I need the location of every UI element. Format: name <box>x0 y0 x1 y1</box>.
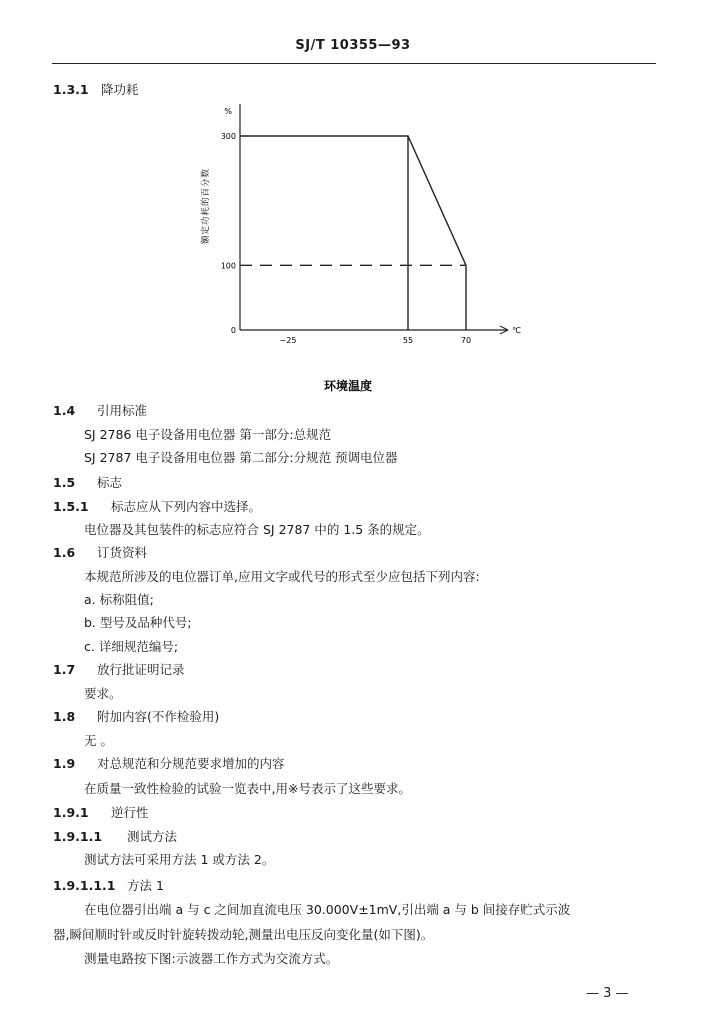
line-text: SJ 2786 电子设备用电位器 第一部分:总规范 <box>84 427 332 442</box>
section-number: 1.9 <box>53 756 76 771</box>
text-line <box>53 829 177 845</box>
text-line <box>84 781 411 797</box>
line-text: 在电位器引出端 a 与 c 之间加直流电压 30.000V±1mV,引出端 a 与 b 间接存贮式示波 <box>84 902 571 917</box>
y-axis-label: 额定功耗的百分数 <box>201 167 211 244</box>
y-tick-label: 0 <box>230 326 236 335</box>
section-number: 1.3.1 <box>53 82 89 97</box>
line-text: 测试方法 <box>127 829 178 844</box>
text-line <box>84 951 338 967</box>
section-number: 1.4 <box>53 403 76 418</box>
text-line <box>84 615 192 631</box>
line-text: 要求。 <box>84 686 122 701</box>
text-line <box>84 427 331 443</box>
line-text: 引用标准 <box>97 403 148 418</box>
section-number: 1.7 <box>53 662 76 677</box>
text-line <box>53 756 285 772</box>
x-unit-label: ℃ <box>512 326 521 335</box>
text-line <box>84 902 570 918</box>
section-number: 1.8 <box>53 709 76 724</box>
text-line <box>53 662 185 678</box>
x-tick-label: 70 <box>460 336 472 345</box>
text-line <box>53 805 149 821</box>
text-line <box>53 403 147 419</box>
line-text: 在质量一致性检验的试验一览表中,用※号表示了这些要求。 <box>84 781 411 796</box>
y-tick-label: 100 <box>220 261 236 271</box>
line-text: 订货资料 <box>97 545 148 560</box>
text-line <box>84 450 398 466</box>
section-number: 1.9.1 <box>53 805 89 820</box>
line-text: 测量电路按下图:示波器工作方式为交流方式。 <box>84 951 339 966</box>
text-line <box>84 639 178 655</box>
text-line <box>84 592 154 608</box>
line-text: 方法 1 <box>127 878 164 893</box>
section-number: 1.9.1.1 <box>53 829 103 844</box>
text-line <box>84 522 430 538</box>
section-number: 1.6 <box>53 545 76 560</box>
text-line <box>53 709 219 725</box>
text-line <box>84 852 274 868</box>
text-line <box>53 475 122 491</box>
text-line <box>84 686 122 702</box>
line-text: SJ 2787 电子设备用电位器 第二部分:分规范 预调电位器 <box>84 450 398 465</box>
document-header: SJ/T 10355—93 <box>295 38 411 53</box>
line-text: 放行批证明记录 <box>97 662 185 677</box>
section-number: 1.9.1.1.1 <box>53 878 116 893</box>
section-number: 1.5.1 <box>53 499 89 514</box>
line-text: a. 标称阻值; <box>84 592 154 607</box>
line-text: b. 型号及品种代号; <box>84 615 192 630</box>
y-tick-label: 300 <box>220 132 236 141</box>
x-tick-label: −25 <box>279 336 297 345</box>
line-text: 对总规范和分规范要求增加的内容 <box>97 756 285 771</box>
derating-chart <box>0 0 706 400</box>
line-text: 逆行性 <box>111 805 149 820</box>
text-line <box>53 545 147 561</box>
line-text: 无 。 <box>84 733 113 748</box>
line-text: c. 详细规范编号; <box>84 639 179 654</box>
text-line <box>53 878 164 894</box>
section-title: 降功耗 <box>100 82 139 97</box>
text-line <box>84 733 113 749</box>
text-line <box>53 499 261 515</box>
x-axis-label: 环境温度 <box>323 379 373 393</box>
series-derating-curve <box>240 136 466 265</box>
line-text: 本规范所涉及的电位器订单,应用文字或代号的形式至少应包括下列内容: <box>84 569 480 584</box>
line-text: 电位器及其包装件的标志应符合 SJ 2787 中的 1.5 条的规定。 <box>84 522 430 537</box>
line-text: 测试方法可采用方法 1 或方法 2。 <box>84 852 275 867</box>
text-line <box>53 927 433 943</box>
line-text: 附加内容(不作检验用) <box>97 709 220 724</box>
line-text: 器,瞬间顺时针或反时针旋转拨动轮,测量出电压反向变化量(如下图)。 <box>53 927 434 942</box>
line-text: 标志 <box>97 475 123 490</box>
section-number: 1.5 <box>53 475 76 490</box>
x-tick-label: 55 <box>402 336 414 345</box>
line-text: 标志应从下列内容中选择。 <box>111 499 262 514</box>
y-unit-label: % <box>224 107 232 116</box>
text-line <box>84 569 480 585</box>
page-number: — 3 — <box>586 986 629 1001</box>
